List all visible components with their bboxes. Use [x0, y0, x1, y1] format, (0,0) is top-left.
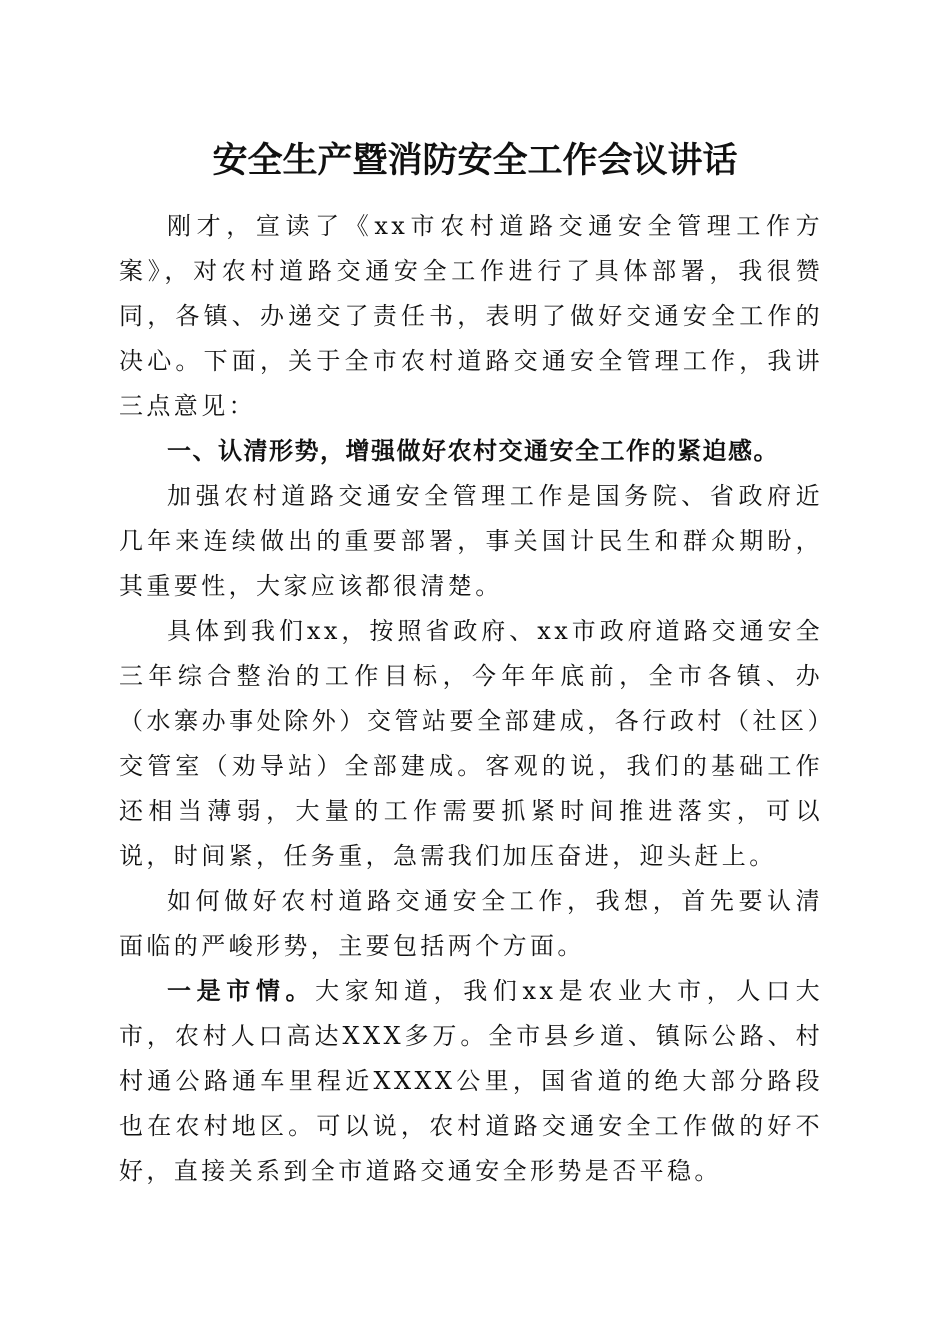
paragraph-city-situation	[119, 969, 823, 1194]
document-title: 安全生产暨消防安全工作会议讲话	[212, 140, 738, 181]
paragraph-situation: 如何做好农村道路交通安全工作，我想，首先要认清面临的严峻形势，主要包括两个方面。	[119, 887, 823, 960]
paragraph-local-targets: 具体到我们xx，按照省政府、xx市政府道路交通安全三年综合整治的工作目标，今年年底前，全市各镇、办（水寨办事处除外）交管站要全部建成，各行政村（社区）交管室（劝导站）全部建成。客观的说，我们的基础工作还相当薄弱，大量的工作需要抓紧时间推进落实，可以说，时间紧，任务重，急需我们加压奋进，迎头赶上。	[119, 617, 823, 870]
paragraph-city-situation-text: 大家知道，我们xx是农业大市，人口大市，农村人口高达XXX多万。全市县乡道、镇际公路、村村通公路通车里程近XXXX公里，国省道的绝大部分路段也在农村地区。可以说，农村道路交通安全工作做的好不好，直接关系到全市道路交通安全形势是否平稳。	[119, 977, 823, 1185]
paragraph-lead-label: 一是市情。	[167, 977, 316, 1005]
paragraph-importance: 加强农村道路交通安全管理工作是国务院、省政府近几年来连续做出的重要部署，事关国计民生和群众期盼，其重要性，大家应该都很清楚。	[119, 482, 823, 600]
section-heading-1: 一、认清形势，增强做好农村交通安全工作的紧迫感。	[167, 437, 779, 465]
paragraph-intro: 刚才，宣读了《xx市农村道路交通安全管理工作方案》，对农村道路交通安全工作进行了具体部署，我很赞同，各镇、办递交了责任书，表明了做好交通安全工作的决心。下面，关于全市农村道路交通安全管理工作，我讲三点意见：	[119, 212, 823, 420]
document-body	[119, 204, 823, 1194]
